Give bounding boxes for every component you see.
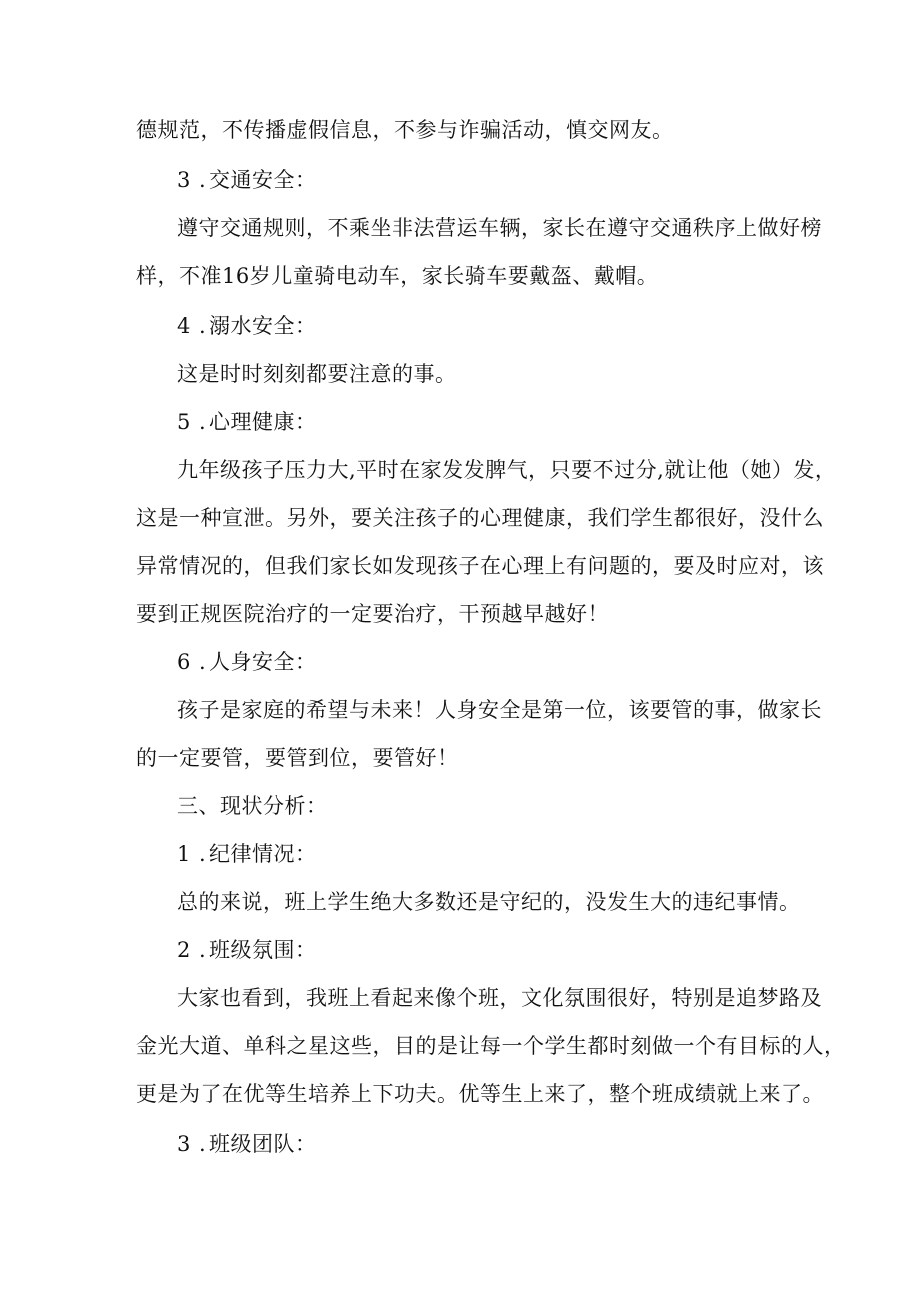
heading-separator: . [199,410,207,434]
section-heading-class-atmosphere [177,936,317,964]
heading-number: 3 [177,168,191,192]
section-heading-class-team [177,1130,317,1158]
heading-text: 纪律情况： [209,842,317,866]
section-heading-traffic-safety [177,166,317,194]
heading-separator: . [199,314,207,338]
heading-text: 交通安全： [209,168,317,192]
heading-text: 人身安全： [209,650,317,674]
paragraph-line: 九年级孩子压力大,平时在家发发脾气，只要不过分,就让他（她）发， [177,458,837,482]
paragraph-line: 德规范，不传播虚假信息，不参与诈骗活动，慎交网友。 [136,118,674,142]
paragraph-line: 金光大道、单科之星这些，目的是让每一个学生都时刻做一个有目标的人， [136,1034,846,1058]
heading-text: 班级氛围： [209,938,317,962]
heading-separator: . [199,842,207,866]
heading-separator: . [199,1132,207,1156]
section-heading-personal-safety [177,648,317,676]
paragraph-line: 更是为了在优等生培养上下功夫。优等生上来了，整个班成绩就上来了。 [136,1082,824,1106]
heading-number: 2 [177,938,191,962]
heading-number: 6 [177,650,191,674]
paragraph-line: 样，不准16岁儿童骑电动车，家长骑车要戴盔、戴帽。 [136,264,659,288]
section-title-status-analysis: 三、现状分析： [177,794,328,818]
paragraph-line: 这是时时刻刻都要注意的事。 [177,362,457,386]
heading-number: 5 [177,410,191,434]
paragraph-line: 孩子是家庭的希望与未来！人身安全是第一位，该要管的事，做家长 [177,698,822,722]
paragraph-line: 这是一种宣泄。另外，要关注孩子的心理健康，我们学生都很好，没什么 [136,506,824,530]
section-heading-drowning-safety [177,312,317,340]
heading-number: 1 [177,842,191,866]
heading-text: 班级团队： [209,1132,317,1156]
heading-separator: . [199,168,207,192]
paragraph-line: 大家也看到，我班上看起来像个班，文化氛围很好，特别是追梦路及 [177,986,822,1010]
heading-text: 心理健康： [209,410,317,434]
paragraph-line: 总的来说，班上学生绝大多数还是守纪的，没发生大的违纪事情。 [177,890,801,914]
paragraph-line: 要到正规医院治疗的一定要治疗，干预越早越好！ [136,602,609,626]
heading-separator: . [199,650,207,674]
heading-number: 4 [177,314,191,338]
section-heading-discipline [177,840,317,868]
heading-separator: . [199,938,207,962]
heading-text: 溺水安全： [209,314,317,338]
paragraph-line: 遵守交通规则，不乘坐非法营运车辆，家长在遵守交通秩序上做好榜 [177,216,822,240]
paragraph-line: 异常情况的，但我们家长如发现孩子在心理上有问题的，要及时应对，该 [136,554,824,578]
section-heading-mental-health [177,408,317,436]
heading-number: 3 [177,1132,191,1156]
paragraph-line: 的一定要管，要管到位，要管好！ [136,746,459,770]
